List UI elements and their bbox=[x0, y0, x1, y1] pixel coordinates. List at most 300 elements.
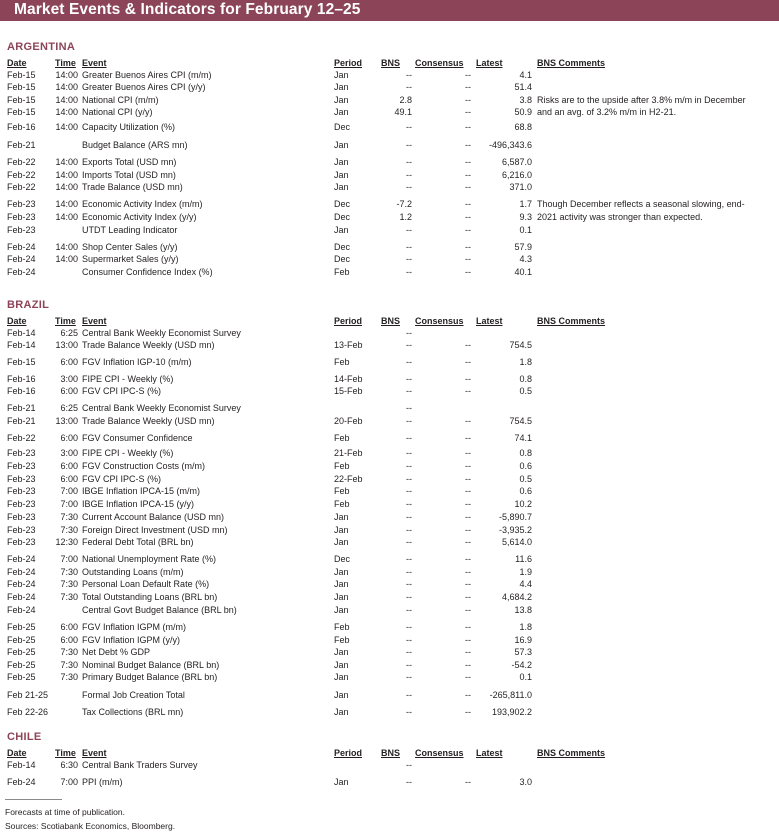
cell-bns: -- bbox=[406, 592, 412, 602]
cell-latest: 4.4 bbox=[519, 579, 532, 589]
cell-event: Total Outstanding Loans (BRL bn) bbox=[82, 592, 218, 602]
cell-time: 13:00 bbox=[55, 416, 78, 426]
cell-latest: 68.8 bbox=[514, 122, 532, 132]
cell-date: Feb 22-26 bbox=[7, 707, 49, 717]
table-row bbox=[0, 266, 779, 278]
cell-consensus: -- bbox=[465, 357, 471, 367]
cell-bns: 49.1 bbox=[394, 107, 412, 117]
cell-bns: -- bbox=[406, 70, 412, 80]
title-banner bbox=[0, 0, 779, 21]
cell-event: Central Bank Traders Survey bbox=[82, 760, 198, 770]
table-row bbox=[0, 578, 779, 590]
cell-date: Feb-25 bbox=[7, 647, 36, 657]
cell-bns: -- bbox=[406, 660, 412, 670]
cell-date: Feb-15 bbox=[7, 357, 36, 367]
cell-consensus: -- bbox=[465, 486, 471, 496]
cell-bns: -- bbox=[406, 622, 412, 632]
table-row bbox=[0, 671, 779, 683]
cell-period: Jan bbox=[334, 525, 349, 535]
cell-bns: -- bbox=[406, 182, 412, 192]
cell-consensus: -- bbox=[465, 374, 471, 384]
cell-time: 14:00 bbox=[55, 122, 78, 132]
cell-consensus: -- bbox=[465, 537, 471, 547]
cell-bns: -- bbox=[406, 635, 412, 645]
cell-date: Feb-25 bbox=[7, 660, 36, 670]
cell-time: 6:00 bbox=[60, 433, 78, 443]
cell-period: Dec bbox=[334, 254, 351, 264]
cell-date: Feb-24 bbox=[7, 777, 36, 787]
cell-date: Feb-23 bbox=[7, 212, 36, 222]
table-row bbox=[0, 432, 779, 444]
cell-period: Feb bbox=[334, 635, 350, 645]
column-header-comment: BNS Comments bbox=[537, 58, 606, 68]
cell-event: Tax Collections (BRL mn) bbox=[82, 707, 184, 717]
cell-period: 15-Feb bbox=[334, 386, 363, 396]
table-row bbox=[0, 447, 779, 459]
cell-bns: -- bbox=[406, 537, 412, 547]
cell-date: Feb-22 bbox=[7, 433, 36, 443]
cell-latest: 4.1 bbox=[519, 70, 532, 80]
column-header-latest: Latest bbox=[476, 58, 503, 68]
cell-event: FGV Inflation IGPM (m/m) bbox=[82, 622, 187, 632]
cell-event: PPI (m/m) bbox=[82, 777, 123, 787]
table-header bbox=[0, 747, 779, 759]
cell-date: Feb-21 bbox=[7, 140, 36, 150]
cell-period: Feb bbox=[334, 499, 350, 509]
cell-bns: -- bbox=[406, 579, 412, 589]
cell-time: 14:00 bbox=[55, 95, 78, 105]
cell-comment: and an avg. of 3.2% m/m in H2-21. bbox=[537, 107, 677, 117]
cell-period: Jan bbox=[334, 157, 349, 167]
cell-period: Jan bbox=[334, 567, 349, 577]
cell-latest: 371.0 bbox=[509, 182, 532, 192]
cell-consensus: -- bbox=[465, 225, 471, 235]
column-header-time: Time bbox=[55, 748, 76, 758]
cell-date: Feb-16 bbox=[7, 386, 36, 396]
cell-latest: -3,935.2 bbox=[498, 525, 532, 535]
table-row bbox=[0, 524, 779, 536]
cell-event: FGV CPI IPC-S (%) bbox=[82, 386, 162, 396]
cell-consensus: -- bbox=[465, 660, 471, 670]
cell-event: Central Govt Budget Balance (BRL bn) bbox=[82, 605, 237, 615]
cell-time: 14:00 bbox=[55, 199, 78, 209]
cell-time: 7:00 bbox=[60, 486, 78, 496]
cell-date: Feb-25 bbox=[7, 635, 36, 645]
cell-period: Dec bbox=[334, 554, 351, 564]
table-row bbox=[0, 621, 779, 633]
cell-bns: -- bbox=[406, 267, 412, 277]
cell-bns: -- bbox=[406, 170, 412, 180]
cell-time: 14:00 bbox=[55, 157, 78, 167]
cell-period: Feb bbox=[334, 433, 350, 443]
cell-date: Feb-23 bbox=[7, 199, 36, 209]
cell-time: 14:00 bbox=[55, 170, 78, 180]
cell-bns: -- bbox=[406, 707, 412, 717]
column-header-period: Period bbox=[334, 58, 363, 68]
cell-latest: 754.5 bbox=[509, 416, 532, 426]
footnote-sources: Sources: Scotiabank Economics, Bloomberg. bbox=[5, 821, 176, 831]
cell-date: Feb-25 bbox=[7, 672, 36, 682]
cell-comment: Risks are to the upside after 3.8% m/m in December bbox=[537, 95, 746, 105]
cell-latest: 74.1 bbox=[514, 433, 532, 443]
cell-bns: 2.8 bbox=[399, 95, 412, 105]
section-title: ARGENTINA bbox=[7, 41, 76, 53]
cell-bns: -- bbox=[406, 433, 412, 443]
cell-latest: 0.1 bbox=[519, 672, 532, 682]
cell-event: Personal Loan Default Rate (%) bbox=[82, 579, 210, 589]
cell-period: Jan bbox=[334, 95, 349, 105]
cell-period: 13-Feb bbox=[334, 340, 363, 350]
table-row bbox=[0, 241, 779, 253]
cell-bns: -- bbox=[406, 760, 412, 770]
cell-time: 3:00 bbox=[60, 374, 78, 384]
cell-period: Feb bbox=[334, 486, 350, 496]
table-row bbox=[0, 659, 779, 671]
cell-event: Foreign Direct Investment (USD mn) bbox=[82, 525, 228, 535]
cell-date: Feb-23 bbox=[7, 461, 36, 471]
table-row bbox=[0, 224, 779, 236]
cell-period: Jan bbox=[334, 672, 349, 682]
cell-event: Central Bank Weekly Economist Survey bbox=[82, 328, 241, 338]
cell-event: Imports Total (USD mn) bbox=[82, 170, 176, 180]
cell-bns: -- bbox=[406, 242, 412, 252]
cell-latest: 1.7 bbox=[519, 199, 532, 209]
cell-time: 7:30 bbox=[60, 672, 78, 682]
cell-event: IBGE Inflation IPCA-15 (y/y) bbox=[82, 499, 195, 509]
column-header-date: Date bbox=[7, 316, 27, 326]
column-header-comment: BNS Comments bbox=[537, 316, 606, 326]
cell-event: Capacity Utilization (%) bbox=[82, 122, 176, 132]
table-row bbox=[0, 81, 779, 93]
cell-event: Supermarket Sales (y/y) bbox=[82, 254, 179, 264]
footnote-forecasts: Forecasts at time of publication. bbox=[5, 807, 126, 817]
cell-event: National Unemployment Rate (%) bbox=[82, 554, 217, 564]
cell-event: FGV Inflation IGP-10 (m/m) bbox=[82, 357, 192, 367]
section-title: CHILE bbox=[7, 731, 42, 743]
cell-event: Trade Balance Weekly (USD mn) bbox=[82, 416, 215, 426]
column-header-date: Date bbox=[7, 748, 27, 758]
table-row bbox=[0, 415, 779, 427]
cell-time: 7:30 bbox=[60, 525, 78, 535]
table-row bbox=[0, 604, 779, 616]
cell-date: Feb-15 bbox=[7, 95, 36, 105]
cell-consensus: -- bbox=[465, 525, 471, 535]
cell-time: 6:25 bbox=[60, 328, 78, 338]
cell-date: Feb-21 bbox=[7, 403, 36, 413]
cell-event: UTDT Leading Indicator bbox=[82, 225, 178, 235]
table-row bbox=[0, 253, 779, 265]
table-row bbox=[0, 402, 779, 414]
cell-date: Feb-23 bbox=[7, 525, 36, 535]
cell-consensus: -- bbox=[465, 499, 471, 509]
cell-time: 6:00 bbox=[60, 357, 78, 367]
cell-latest: 1.9 bbox=[519, 567, 532, 577]
cell-consensus: -- bbox=[465, 592, 471, 602]
cell-time: 14:00 bbox=[55, 254, 78, 264]
cell-latest: 3.8 bbox=[519, 95, 532, 105]
cell-period: Feb bbox=[334, 461, 350, 471]
cell-time: 3:00 bbox=[60, 448, 78, 458]
column-header-period: Period bbox=[334, 316, 363, 326]
cell-bns: -- bbox=[406, 499, 412, 509]
column-header-period: Period bbox=[334, 748, 363, 758]
table-row bbox=[0, 156, 779, 168]
cell-period: Jan bbox=[334, 70, 349, 80]
column-header-bns: BNS bbox=[381, 748, 401, 758]
cell-time: 14:00 bbox=[55, 242, 78, 252]
cell-period: Jan bbox=[334, 660, 349, 670]
cell-bns: -- bbox=[406, 777, 412, 787]
cell-latest: 9.3 bbox=[519, 212, 532, 222]
cell-consensus: -- bbox=[465, 182, 471, 192]
table-row bbox=[0, 566, 779, 578]
cell-consensus: -- bbox=[465, 579, 471, 589]
cell-time: 12:30 bbox=[55, 537, 78, 547]
cell-event: Greater Buenos Aires CPI (y/y) bbox=[82, 82, 206, 92]
cell-bns: -- bbox=[406, 690, 412, 700]
cell-time: 7:30 bbox=[60, 579, 78, 589]
table-row bbox=[0, 591, 779, 603]
column-header-bns: BNS bbox=[381, 316, 401, 326]
cell-date: Feb-24 bbox=[7, 242, 36, 252]
cell-date: Feb-23 bbox=[7, 537, 36, 547]
cell-period: Jan bbox=[334, 225, 349, 235]
cell-period: 20-Feb bbox=[334, 416, 363, 426]
table-row bbox=[0, 139, 779, 151]
cell-consensus: -- bbox=[465, 448, 471, 458]
cell-date: Feb-14 bbox=[7, 340, 36, 350]
cell-bns: -- bbox=[406, 416, 412, 426]
page-title: Market Events & Indicators for February 12–25 bbox=[14, 1, 361, 18]
cell-bns: -- bbox=[406, 140, 412, 150]
cell-period: Jan bbox=[334, 107, 349, 117]
cell-date: Feb-23 bbox=[7, 225, 36, 235]
cell-event: Primary Budget Balance (BRL bn) bbox=[82, 672, 218, 682]
cell-date: Feb-23 bbox=[7, 448, 36, 458]
table-row bbox=[0, 327, 779, 339]
cell-latest: 51.4 bbox=[514, 82, 532, 92]
cell-period: Jan bbox=[334, 140, 349, 150]
column-header-comment: BNS Comments bbox=[537, 748, 606, 758]
cell-period: Jan bbox=[334, 537, 349, 547]
cell-period: Jan bbox=[334, 647, 349, 657]
cell-period: Dec bbox=[334, 242, 351, 252]
cell-comment: 2021 activity was stronger than expected. bbox=[537, 212, 703, 222]
cell-event: Trade Balance (USD mn) bbox=[82, 182, 183, 192]
cell-event: FGV CPI IPC-S (%) bbox=[82, 474, 162, 484]
column-header-consensus: Consensus bbox=[415, 316, 464, 326]
cell-event: FIPE CPI - Weekly (%) bbox=[82, 448, 174, 458]
cell-latest: 57.3 bbox=[514, 647, 532, 657]
cell-consensus: -- bbox=[465, 340, 471, 350]
cell-bns: -- bbox=[406, 357, 412, 367]
cell-time: 7:30 bbox=[60, 512, 78, 522]
cell-bns: -- bbox=[406, 403, 412, 413]
cell-date: Feb-24 bbox=[7, 267, 36, 277]
table-row bbox=[0, 385, 779, 397]
cell-bns: -- bbox=[406, 474, 412, 484]
cell-bns: -- bbox=[406, 486, 412, 496]
cell-consensus: -- bbox=[465, 107, 471, 117]
cell-date: Feb-24 bbox=[7, 254, 36, 264]
cell-comment: Though December reflects a seasonal slowing, end- bbox=[537, 199, 745, 209]
cell-period: Jan bbox=[334, 592, 349, 602]
cell-latest: 40.1 bbox=[514, 267, 532, 277]
cell-latest: 57.9 bbox=[514, 242, 532, 252]
cell-consensus: -- bbox=[465, 70, 471, 80]
cell-bns: -- bbox=[406, 157, 412, 167]
cell-consensus: -- bbox=[465, 635, 471, 645]
cell-date: Feb-25 bbox=[7, 622, 36, 632]
cell-consensus: -- bbox=[465, 242, 471, 252]
cell-time: 13:00 bbox=[55, 340, 78, 350]
cell-latest: 6,587.0 bbox=[501, 157, 532, 167]
cell-period: Feb bbox=[334, 622, 350, 632]
table-row bbox=[0, 460, 779, 472]
cell-consensus: -- bbox=[465, 672, 471, 682]
table-row bbox=[0, 473, 779, 485]
cell-period: Jan bbox=[334, 512, 349, 522]
cell-latest: 11.6 bbox=[515, 554, 532, 564]
cell-event: National CPI (m/m) bbox=[82, 95, 159, 105]
cell-period: 14-Feb bbox=[334, 374, 363, 384]
cell-event: Central Bank Weekly Economist Survey bbox=[82, 403, 241, 413]
cell-event: Trade Balance Weekly (USD mn) bbox=[82, 340, 215, 350]
cell-event: Formal Job Creation Total bbox=[82, 690, 185, 700]
cell-bns: -- bbox=[406, 374, 412, 384]
cell-event: Economic Activity Index (y/y) bbox=[82, 212, 197, 222]
cell-event: Federal Debt Total (BRL bn) bbox=[82, 537, 194, 547]
cell-date: Feb-24 bbox=[7, 554, 36, 564]
cell-date: Feb-22 bbox=[7, 157, 36, 167]
cell-date: Feb-24 bbox=[7, 605, 36, 615]
cell-time: 6:25 bbox=[60, 403, 78, 413]
column-header-time: Time bbox=[55, 316, 76, 326]
cell-date: Feb-14 bbox=[7, 328, 36, 338]
cell-event: Outstanding Loans (m/m) bbox=[82, 567, 184, 577]
cell-bns: -- bbox=[406, 386, 412, 396]
cell-bns: -- bbox=[406, 254, 412, 264]
cell-latest: 6,216.0 bbox=[501, 170, 532, 180]
cell-consensus: -- bbox=[465, 647, 471, 657]
cell-event: Greater Buenos Aires CPI (m/m) bbox=[82, 70, 212, 80]
table-row bbox=[0, 634, 779, 646]
cell-date: Feb-22 bbox=[7, 182, 36, 192]
cell-date: Feb 21-25 bbox=[7, 690, 49, 700]
cell-consensus: -- bbox=[465, 416, 471, 426]
cell-latest: 0.6 bbox=[519, 461, 532, 471]
cell-time: 6:00 bbox=[60, 635, 78, 645]
cell-date: Feb-15 bbox=[7, 82, 36, 92]
table-row bbox=[0, 169, 779, 181]
table-row bbox=[0, 94, 779, 106]
cell-consensus: -- bbox=[465, 199, 471, 209]
cell-time: 6:00 bbox=[60, 461, 78, 471]
cell-consensus: -- bbox=[465, 386, 471, 396]
column-header-consensus: Consensus bbox=[415, 58, 464, 68]
cell-consensus: -- bbox=[465, 122, 471, 132]
table-row bbox=[0, 106, 779, 118]
cell-bns: -- bbox=[406, 225, 412, 235]
table-row bbox=[0, 536, 779, 548]
cell-latest: 3.0 bbox=[519, 777, 532, 787]
cell-date: Feb-23 bbox=[7, 474, 36, 484]
table-row bbox=[0, 211, 779, 223]
cell-consensus: -- bbox=[465, 433, 471, 443]
cell-time: 6:30 bbox=[60, 760, 78, 770]
column-header-bns: BNS bbox=[381, 58, 401, 68]
cell-time: 14:00 bbox=[55, 82, 78, 92]
table-row bbox=[0, 181, 779, 193]
cell-event: Budget Balance (ARS mn) bbox=[82, 140, 188, 150]
cell-bns: 1.2 bbox=[399, 212, 412, 222]
cell-bns: -- bbox=[406, 122, 412, 132]
cell-date: Feb-15 bbox=[7, 70, 36, 80]
cell-bns: -- bbox=[406, 461, 412, 471]
cell-period: 21-Feb bbox=[334, 448, 363, 458]
table-header bbox=[0, 57, 779, 69]
cell-consensus: -- bbox=[465, 82, 471, 92]
cell-period: Jan bbox=[334, 605, 349, 615]
cell-time: 7:30 bbox=[60, 660, 78, 670]
cell-consensus: -- bbox=[465, 254, 471, 264]
cell-date: Feb-23 bbox=[7, 486, 36, 496]
column-header-event: Event bbox=[82, 316, 107, 326]
cell-period: Jan bbox=[334, 82, 349, 92]
section-title: BRAZIL bbox=[7, 299, 50, 311]
cell-consensus: -- bbox=[465, 474, 471, 484]
cell-event: Shop Center Sales (y/y) bbox=[82, 242, 178, 252]
cell-time: 7:30 bbox=[60, 567, 78, 577]
cell-period: Dec bbox=[334, 199, 351, 209]
cell-latest: 5,614.0 bbox=[501, 537, 532, 547]
cell-date: Feb-24 bbox=[7, 592, 36, 602]
cell-consensus: -- bbox=[465, 170, 471, 180]
cell-consensus: -- bbox=[465, 567, 471, 577]
cell-bns: -- bbox=[406, 340, 412, 350]
cell-date: Feb-24 bbox=[7, 567, 36, 577]
cell-period: Jan bbox=[334, 579, 349, 589]
cell-event: National CPI (y/y) bbox=[82, 107, 153, 117]
table-row bbox=[0, 646, 779, 658]
table-row bbox=[0, 485, 779, 497]
cell-latest: 1.8 bbox=[519, 357, 532, 367]
cell-event: Net Debt % GDP bbox=[82, 647, 151, 657]
cell-latest: 193,902.2 bbox=[491, 707, 532, 717]
cell-event: Consumer Confidence Index (%) bbox=[82, 267, 213, 277]
cell-bns: -- bbox=[406, 567, 412, 577]
cell-date: Feb-23 bbox=[7, 499, 36, 509]
cell-time: 6:00 bbox=[60, 622, 78, 632]
cell-period: Jan bbox=[334, 182, 349, 192]
cell-event: IBGE Inflation IPCA-15 (m/m) bbox=[82, 486, 201, 496]
column-header-date: Date bbox=[7, 58, 27, 68]
cell-time: 14:00 bbox=[55, 107, 78, 117]
cell-consensus: -- bbox=[465, 512, 471, 522]
cell-consensus: -- bbox=[465, 554, 471, 564]
cell-event: Current Account Balance (USD mn) bbox=[82, 512, 225, 522]
column-header-latest: Latest bbox=[476, 748, 503, 758]
cell-date: Feb-16 bbox=[7, 122, 36, 132]
cell-event: FGV Construction Costs (m/m) bbox=[82, 461, 206, 471]
cell-event: FGV Consumer Confidence bbox=[82, 433, 193, 443]
cell-latest: -54.2 bbox=[511, 660, 532, 670]
cell-date: Feb-23 bbox=[7, 512, 36, 522]
cell-latest: 4,684.2 bbox=[501, 592, 532, 602]
cell-date: Feb-15 bbox=[7, 107, 36, 117]
cell-latest: 10.2 bbox=[514, 499, 532, 509]
column-header-time: Time bbox=[55, 58, 76, 68]
